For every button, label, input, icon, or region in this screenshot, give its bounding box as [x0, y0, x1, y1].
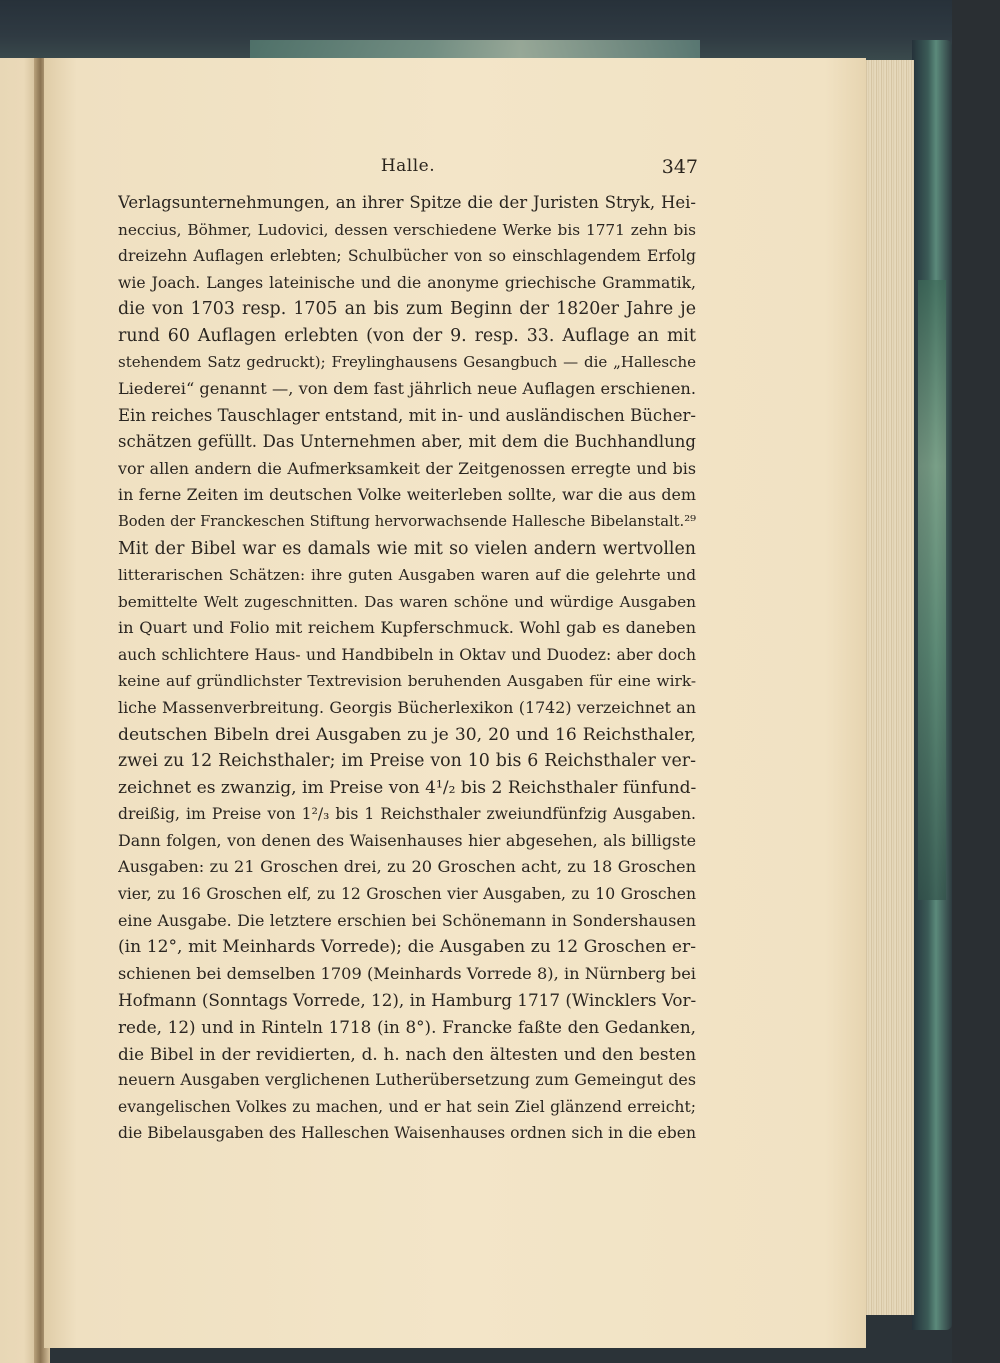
text-line: evangelischen Volkes zu machen, und er hat sein Ziel glänzend erreicht; — [118, 1097, 696, 1116]
text-line: vier, zu 16 Groschen elf, zu 12 Groschen vier Ausgaben, zu 10 Groschen — [118, 885, 696, 904]
text-line: rede, 12) und in Rinteln 1718 (in 8°). Francke faßte den Gedanken, — [118, 1016, 696, 1037]
text-line: die Bibelausgaben des Halleschen Waisenhauses ordnen sich in die eben — [118, 1124, 696, 1143]
text-line: (in 12°, mit Meinhards Vorrede); die Ausgaben zu 12 Groschen er- — [118, 937, 696, 958]
text-line: dreizehn Auflagen erlebten; Schulbücher von so einschlagendem Erfolg — [118, 247, 696, 266]
text-line: Ein reiches Tauschlager entstand, mit in- und ausländischen Bücher- — [118, 405, 696, 425]
body-text — [118, 190, 696, 1147]
text-line: Hofmann (Sonntags Vorrede, 12), in Hamburg 1717 (Wincklers Vor- — [118, 990, 696, 1011]
text-line: neuern Ausgaben verglichenen Lutherübersetzung zum Gemeingut des — [118, 1070, 696, 1090]
text-line: litterarischen Schätzen: ihre guten Ausgaben waren auf die gelehrte und — [118, 566, 696, 585]
text-line: eine Ausgabe. Die letztere erschien bei Schönemann in Sondershausen — [118, 910, 696, 930]
page-stack-edges — [862, 60, 914, 1315]
page-number: 347 — [661, 156, 698, 178]
text-line: neccius, Böhmer, Ludovici, dessen verschiedene Werke bis 1771 zehn bis — [118, 220, 696, 239]
board-marbling — [918, 280, 946, 900]
text-line: keine auf gründlichster Textrevision beruhenden Ausgaben für eine wirk- — [118, 672, 696, 691]
text-line: die von 1703 resp. 1705 an bis zum Beginn der 1820er Jahre je — [118, 299, 696, 320]
text-line: Liederei“ genannt —, von dem fast jährlich neue Auflagen erschienen. — [118, 379, 696, 399]
text-line: bemittelte Welt zugeschnitten. Das waren schöne und würdige Ausgaben — [118, 592, 696, 611]
text-line: stehendem Satz gedruckt); Freylinghausens Gesangbuch — die „Hallesche — [118, 353, 696, 372]
text-line: deutschen Bibeln drei Ausgaben zu je 30, 20 und 16 Reichsthaler, — [118, 724, 696, 745]
running-head: Halle. — [380, 156, 436, 176]
text-line: vor allen andern die Aufmerksamkeit der Zeitgenossen erregte und bis — [118, 458, 696, 478]
text-line: auch schlichtere Haus- und Handbibeln in Oktav und Duodez: aber doch — [118, 645, 696, 664]
text-line: Mit der Bibel war es damals wie mit so vielen andern wertvollen — [118, 538, 696, 559]
cover-marbled-strip — [250, 40, 700, 58]
text-line: Boden der Franckeschen Stiftung hervorwachsende Hallesche Bibelanstalt.²⁹ — [118, 512, 696, 530]
text-line: dreißig, im Preise von 1²/₃ bis 1 Reichsthaler zweiundfünfzig Ausgaben. — [118, 805, 696, 824]
text-line: liche Massenverbreitung. Georgis Bücherlexikon (1742) verzeichnet an — [118, 697, 696, 717]
text-line: schienen bei demselben 1709 (Meinhards Vorrede 8), in Nürnberg bei — [118, 963, 696, 983]
text-line: rund 60 Auflagen erlebten (von der 9. resp. 33. Auflage an mit — [118, 325, 696, 346]
text-line: zwei zu 12 Reichsthaler; im Preise von 10 bis 6 Reichsthaler ver- — [118, 751, 696, 772]
page-header — [118, 156, 698, 180]
text-line: zeichnet es zwanzig, im Preise von 4¹/₂ bis 2 Reichsthaler fünfund- — [118, 777, 696, 798]
text-line: Ausgaben: zu 21 Groschen drei, zu 20 Groschen acht, zu 18 Groschen — [118, 857, 696, 877]
text-line: wie Joach. Langes lateinische und die anonyme griechische Grammatik, — [118, 273, 696, 292]
text-line: Verlagsunternehmungen, an ihrer Spitze die der Juristen Stryk, Hei- — [118, 193, 696, 212]
text-line: in ferne Zeiten im deutschen Volke weiterleben sollte, war die aus dem — [118, 485, 696, 505]
background-right — [952, 0, 1000, 1363]
text-line: Dann folgen, von denen des Waisenhauses hier abgesehen, als billigste — [118, 830, 696, 850]
text-line: die Bibel in der revidierten, d. h. nach den ältesten und den besten — [118, 1043, 696, 1064]
text-line: schätzen gefüllt. Das Unternehmen aber, mit dem die Buchhandlung — [118, 432, 696, 452]
text-line: in Quart und Folio mit reichem Kupferschmuck. Wohl gab es daneben — [118, 618, 696, 638]
